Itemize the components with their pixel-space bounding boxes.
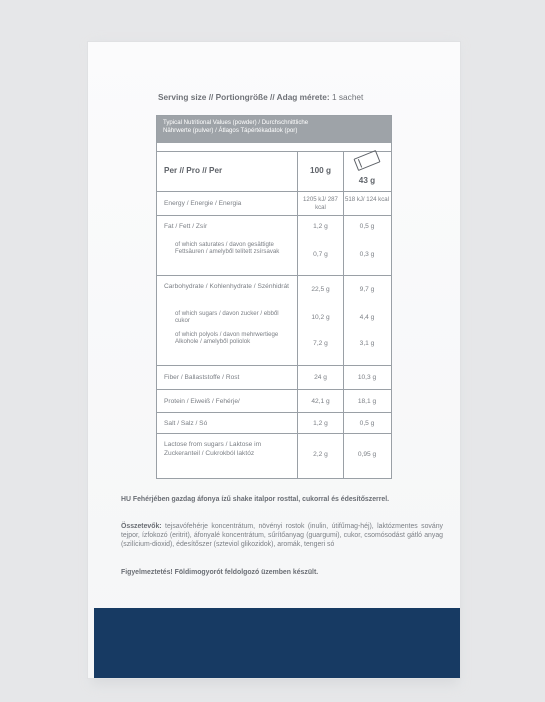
row-value-100g: 22,5 g	[311, 286, 330, 293]
row-value-serving: 9,7 g	[359, 286, 375, 293]
per-label: Per // Pro // Per	[164, 166, 223, 175]
row-value-100g: 0,7 g	[313, 251, 328, 258]
table-title	[157, 116, 391, 143]
hu-product-title: HU Fehérjében gazdag áfonya ízű shake italpor rosttal, cukorral és édesítőszerrel.	[121, 496, 390, 503]
table-row	[157, 433, 391, 478]
serving-size	[158, 92, 398, 102]
row-value-serving: 0,95 g	[357, 451, 377, 458]
row-label: of which sugars / davon zucker / ebből cukor	[175, 310, 279, 325]
navy-band	[94, 608, 460, 678]
serving-label: Serving size // Portiongröße // Adag mérete:	[158, 92, 330, 102]
per-serving-header: 43 g	[358, 176, 376, 185]
row-label: Lactose from sugars / Laktose im Zuckeranteil / Cukrokból laktóz	[164, 441, 262, 457]
ingredients-label: Összetevők:	[121, 523, 162, 530]
row-label: of which saturates / davon gesättigte Fettsäuren / amelyből telített zsírsavak	[175, 241, 280, 256]
serving-value: 1 sachet	[331, 92, 364, 102]
table-title-line: Nährwerte (pulver) / Átlagos Tápértékadatok (por)	[163, 126, 298, 134]
row-label: Energy / Energie / Energia	[164, 200, 242, 207]
row-value-serving: 4,4 g	[359, 314, 375, 321]
nutrition-table	[156, 115, 392, 479]
row-value-100g: 42,1 g	[311, 398, 330, 405]
table-row	[157, 191, 391, 215]
table-row	[157, 215, 391, 275]
row-value-serving: 518 kJ/ 124 kcal	[344, 196, 390, 203]
table-row	[157, 389, 391, 412]
row-label: Carbohydrate / Kohlenhydrate / Szénhidrát	[164, 283, 289, 290]
row-label: Fiber / Ballaststoffe / Rost	[164, 374, 240, 381]
row-value-serving: 0,3 g	[359, 251, 375, 258]
row-label: of which polyols / davon mehrwertiege Alkohole / amelyből poliolok	[175, 331, 279, 346]
table-title-line: Typical Nutritional Values (powder) / Durchschnittliche	[163, 119, 309, 126]
table-header-row	[157, 151, 391, 191]
row-value-100g: 1,2 g	[313, 420, 328, 427]
per-100g-header: 100 g	[310, 166, 331, 175]
row-value-serving: 0,5 g	[359, 223, 375, 230]
table-row	[157, 412, 391, 433]
row-value-100g: 10,2 g	[311, 314, 330, 321]
row-value-100g: 24 g	[314, 374, 327, 381]
table-row	[157, 365, 391, 389]
ingredients-text	[121, 522, 443, 550]
row-value-serving: 10,3 g	[357, 374, 377, 381]
row-label: Salt / Salz / Só	[164, 420, 208, 427]
row-label: Protein / Eiweiß / Fehérje/	[164, 398, 240, 405]
row-value-100g: 2,2 g	[313, 451, 328, 458]
row-value-serving: 0,5 g	[359, 420, 375, 427]
row-value-100g: 1205 kJ/ 287 kcal	[303, 196, 338, 211]
row-value-serving: 18,1 g	[357, 398, 377, 405]
ingredients-list: tejsavófehérje koncentrátum, növényi rostok (inulin, útifűmag-héj), laktózmentes sovány tejpor, ízfokozó (eritrit), áfonyalé koncentrátum, sűrítőanyag (guargumi), cukor, csomósodást gátló anyag (szilícium-dioxid), édesítőszer (szteviol glikozidok), aromák, tengeri só	[121, 523, 443, 549]
row-value-100g: 7,2 g	[313, 340, 328, 347]
row-label: Fat / Fett / Zsír	[164, 223, 208, 230]
row-value-100g: 1,2 g	[313, 223, 328, 230]
row-value-serving: 3,1 g	[359, 340, 375, 347]
allergen-warning: Figyelmeztetés! Földimogyorót feldolgozó üzemben készült.	[121, 569, 319, 576]
sachet-icon	[353, 150, 380, 171]
table-row	[157, 275, 391, 365]
